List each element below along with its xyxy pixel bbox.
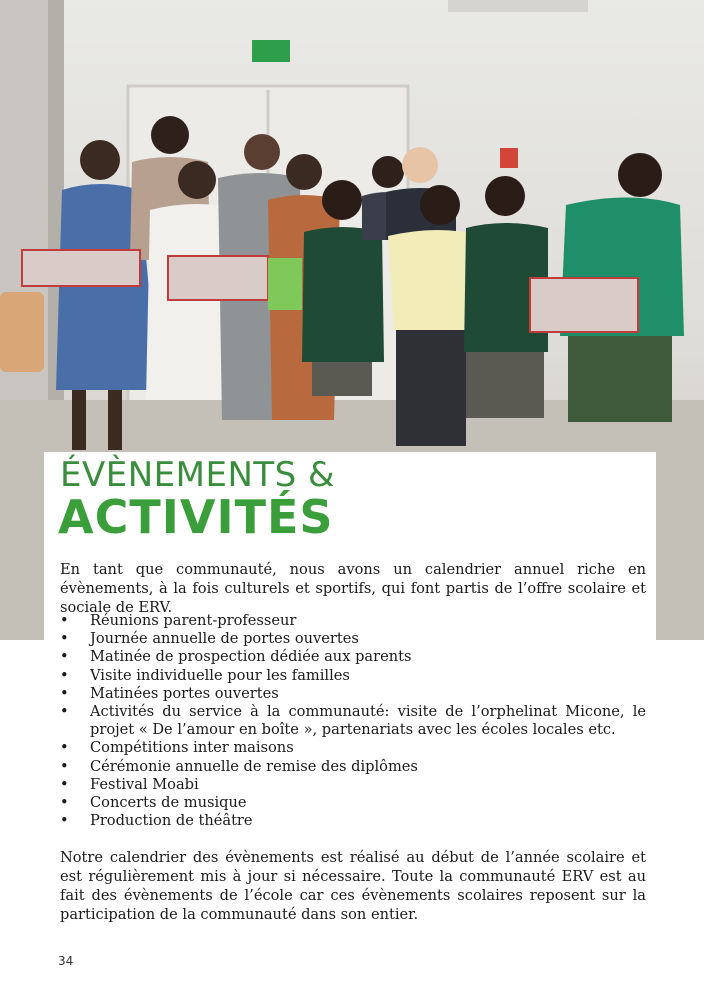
bullet-icon: • [60,612,69,629]
event-label: Matinée de prospection dédiée aux parents [90,648,412,666]
fire-sign [500,148,518,168]
event-label: Matinées portes ouvertes [90,684,279,702]
list-item [60,812,646,830]
event-label: Production de théâtre [90,812,253,830]
intro-paragraph: En tant que communauté, nous avons un calendrier annuel riche en évènements, à la fois culturels et sportifs, qui font partis de l’offre scolaire et sociale de ERV. [60,561,646,616]
bullet-icon: • [60,684,69,702]
list-item [60,739,646,757]
event-label: Festival Moabi [90,775,199,793]
bullet-icon: • [60,666,69,684]
bullet-icon: • [60,757,69,775]
gift-box [530,278,638,332]
event-label: Concerts de musique [90,794,247,812]
event-label: Activités du service à la communauté: visite de l’orphelinat Micone, le projet « De l’amour en boîte », partenariats avec les écoles locales etc. [90,703,646,739]
event-label: Compétitions inter maisons [90,739,294,757]
list-item [60,685,646,703]
list-item [60,630,646,648]
list-item [60,703,646,739]
bullet-icon: • [60,703,69,721]
event-label: Réunions parent-professeur [90,612,297,629]
page-number: 34 [58,954,74,968]
gift-box [22,250,140,286]
orange-chair [0,292,44,372]
list-item [60,794,646,812]
bullet-icon: • [60,794,69,812]
bullet-icon: • [60,812,69,830]
section-title-line2: ACTIVITÉS [58,490,334,544]
list-item [60,667,646,685]
bullet-icon: • [60,739,69,757]
closing-paragraph: Notre calendrier des évènements est réalisé au début de l’année scolaire et est régulièrement mis à jour si nécessaire. Toute la communauté ERV est au fait des évènements de l’école car ces évènements scolaires reposent sur la participation de la communauté dans son entier. [60,849,646,923]
events-list [60,612,646,830]
list-item [60,758,646,776]
event-label: Cérémonie annuelle de remise des diplômes [90,757,418,775]
event-label: Journée annuelle de portes ouvertes [90,630,359,648]
event-label: Visite individuelle pour les familles [90,666,350,684]
green-bag [268,258,302,310]
ceiling-unit [448,0,588,12]
gift-box [168,256,268,300]
exit-sign [252,40,290,62]
bullet-icon: • [60,630,69,648]
bullet-icon: • [60,648,69,666]
list-item [60,612,646,630]
section-title-line1: ÉVÈNEMENTS & [60,455,336,495]
list-item [60,648,646,666]
bullet-icon: • [60,775,69,793]
list-item [60,776,646,794]
